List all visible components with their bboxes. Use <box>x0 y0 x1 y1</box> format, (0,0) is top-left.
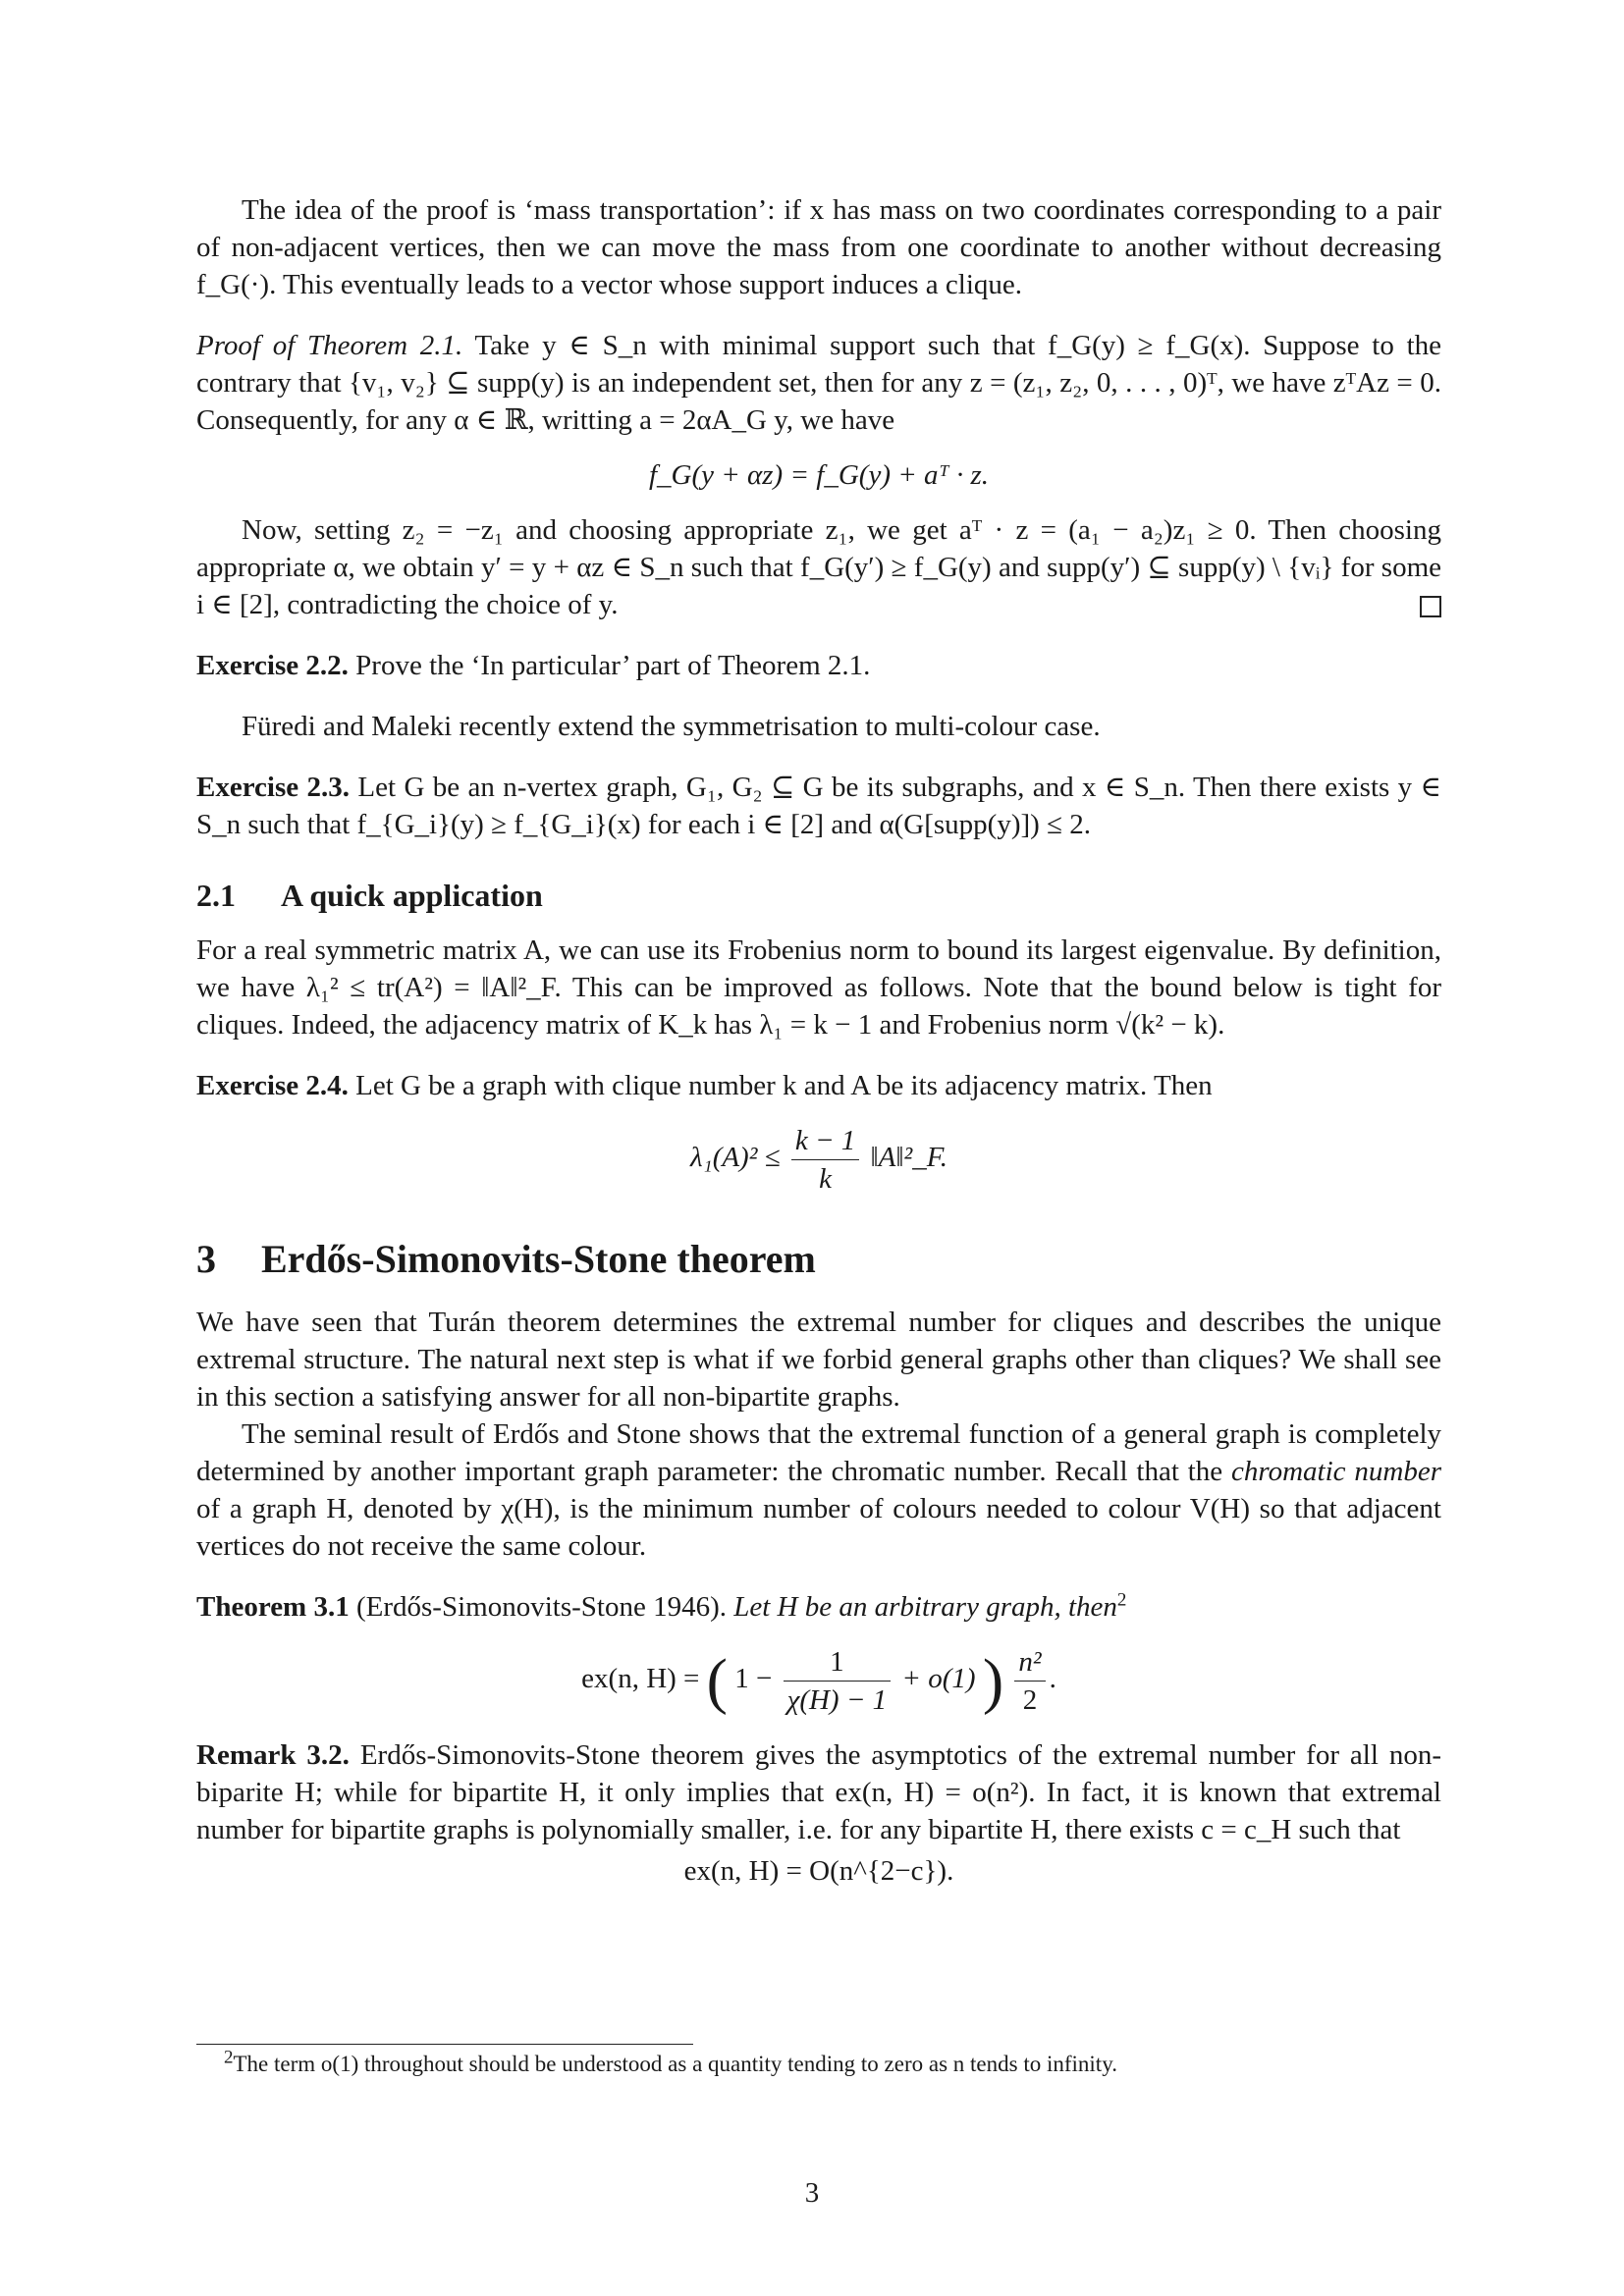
theorem-text: Let H be an arbitrary graph, then <box>733 1591 1117 1623</box>
footnote-mark: 2 <box>224 2047 234 2068</box>
right-paren: ) <box>982 1645 1004 1716</box>
remark-text: Erdős-Simonovits-Stone theorem gives the asymptotics of the extremal number for all non-biparite H; while for bipartite H, it only implies that ex(n, H) = o(n²). In fact, it is known that extremal number for bipartite graphs is polynomially smaller, i.e. for any bipartite H, there exists c = c_H such that <box>196 1739 1441 1845</box>
exercise-2-3 <box>196 769 1441 843</box>
exercise-2-3-label: Exercise 2.3. <box>196 772 351 803</box>
page-number: 3 <box>804 2177 820 2209</box>
footnote <box>224 2047 1441 2079</box>
subsection-number: 2.1 <box>196 878 236 913</box>
left-paren: ( <box>706 1645 728 1716</box>
section-title: Erdős-Simonovits-Stone theorem <box>261 1237 816 1281</box>
proof-label: Proof of Theorem 2.1. <box>196 330 463 361</box>
page-body <box>196 191 1441 1907</box>
exercise-2-4-equation: λ₁(A)² ≤ $\frac{k - 1}{k}$ ‖A‖²_F. <box>196 1122 1441 1198</box>
section-paragraph-1: We have seen that Turán theorem determines the extremal number for cliques and describes the unique extremal structure. The natural next step is what if we forbid general graphs other than cliques? We shall see in this section a satisfying answer for all non-bipartite graphs. <box>196 1307 1441 1413</box>
fraction: $\frac{k - 1}{k}$ <box>791 1122 859 1198</box>
exercise-2-4-label: Exercise 2.4. <box>196 1070 349 1101</box>
section-paragraph-2: The seminal result of Erdős and Stone shows that the extremal function of a general graph is completely determined by another important graph parameter: the chromatic number. Recall that the chromatic number of a graph H, denoted by χ(H), is the minimum number of colours needed to colour V(H) so that adjacent vertices do not receive the same colour. <box>196 1418 1441 1562</box>
proof-text: Take y ∈ S_n with minimal support such that f_G(y) ≥ f_G(x). Suppose to the contrary that {v₁, v₂} ⊆ supp(y) is an independent set, then for any z = (z₁, z₂, 0, . . . , 0)ᵀ, we have zᵀAz = 0. Consequently, for any α ∈ ℝ, writting a = 2αA_G y, we have <box>196 330 1441 436</box>
exercise-2-2-label: Exercise 2.2. <box>196 650 349 681</box>
exercise-2-4-text: Let G be a graph with clique number k and A be its adjacency matrix. Then <box>355 1070 1213 1101</box>
fraction: $\frac{1}{\chi(H) - 1}$ <box>784 1643 892 1719</box>
theorem-label: Theorem 3.1 <box>196 1591 350 1623</box>
fraction: $\frac{\text{n²}}{2}$ <box>1014 1643 1045 1719</box>
subsection-title: A quick application <box>281 878 543 913</box>
exercise-2-3-text: Let G be an n-vertex graph, G₁, G₂ ⊆ G be its subgraphs, and x ∈ S_n. Then there exists y ∈ S_n such that f_{G_i}(y) ≥ f_{G_i}(x) for each i ∈ [2] and α(G[supp(y)]) ≤ 2. <box>196 772 1442 840</box>
exercise-2-4 <box>196 1067 1441 1104</box>
footnote-text: The term o(1) throughout should be understood as a quantity tending to zero as n tends to infinity. <box>233 2052 1117 2076</box>
section-number: 3 <box>196 1237 216 1281</box>
subsection-paragraph: For a real symmetric matrix A, we can use its Frobenius norm to bound its largest eigenvalue. By definition, we have λ₁² ≤ tr(A²) = ‖A‖²_F. This can be improved as follows. Note that the bound below is tight for cliques. Indeed, the adjacency matrix of K_k has λ₁ = k − 1 and Frobenius norm √(k² − k). <box>196 934 1441 1041</box>
subsection-heading <box>196 877 1441 914</box>
footnote-marker: 2 <box>1116 1589 1127 1611</box>
remark-label: Remark 3.2. <box>196 1739 350 1771</box>
theorem-attribution: (Erdős-Simonovits-Stone 1946). <box>355 1591 727 1623</box>
proof-paragraph <box>196 327 1441 439</box>
exercise-2-2 <box>196 647 1441 684</box>
remark-equation: ex(n, H) = O(n^{2−c}). <box>683 1855 954 1887</box>
intro-paragraph: The idea of the proof is ‘mass transportation’: if x has mass on two coordinates corresponding to a pair of non-adjacent vertices, then we can move the mass from one coordinate to another without decreasing f_G(·). This eventually leads to a vector whose support induces a clique. <box>196 194 1441 300</box>
section-heading <box>196 1237 1441 1281</box>
furedi-paragraph: Füredi and Maleki recently extend the symmetrisation to multi-colour case. <box>242 711 1101 742</box>
theorem-equation: ex(n, H) = ( 1 − $\frac{1}{\chi(H) - 1}$ + o(1) ) $\frac{\text{n²}}{2}$ . <box>196 1643 1441 1719</box>
theorem-3-1 <box>196 1588 1441 1626</box>
remark-3-2 <box>196 1736 1441 1848</box>
emphasis-term: chromatic number <box>1231 1456 1441 1487</box>
exercise-2-2-text: Prove the ‘In particular’ part of Theorem 2.1. <box>355 650 871 681</box>
footnote-rule <box>196 2044 693 2045</box>
proof-display-equation: f_G(y + αz) = f_G(y) + aᵀ · z. <box>648 459 990 491</box>
qed-box-icon <box>1420 596 1441 617</box>
proof-continuation: Now, setting z₂ = −z₁ and choosing appropriate z₁, we get aᵀ · z = (a₁ − a₂)z₁ ≥ 0. Then choosing appropriate α, we obtain y′ = y + αz ∈ S_n such that f_G(y′) ≥ f_G(y) and supp(y′) ⊆ supp(y) \ {vᵢ} for some i ∈ [2], contradicting the choice of y. <box>196 514 1441 620</box>
